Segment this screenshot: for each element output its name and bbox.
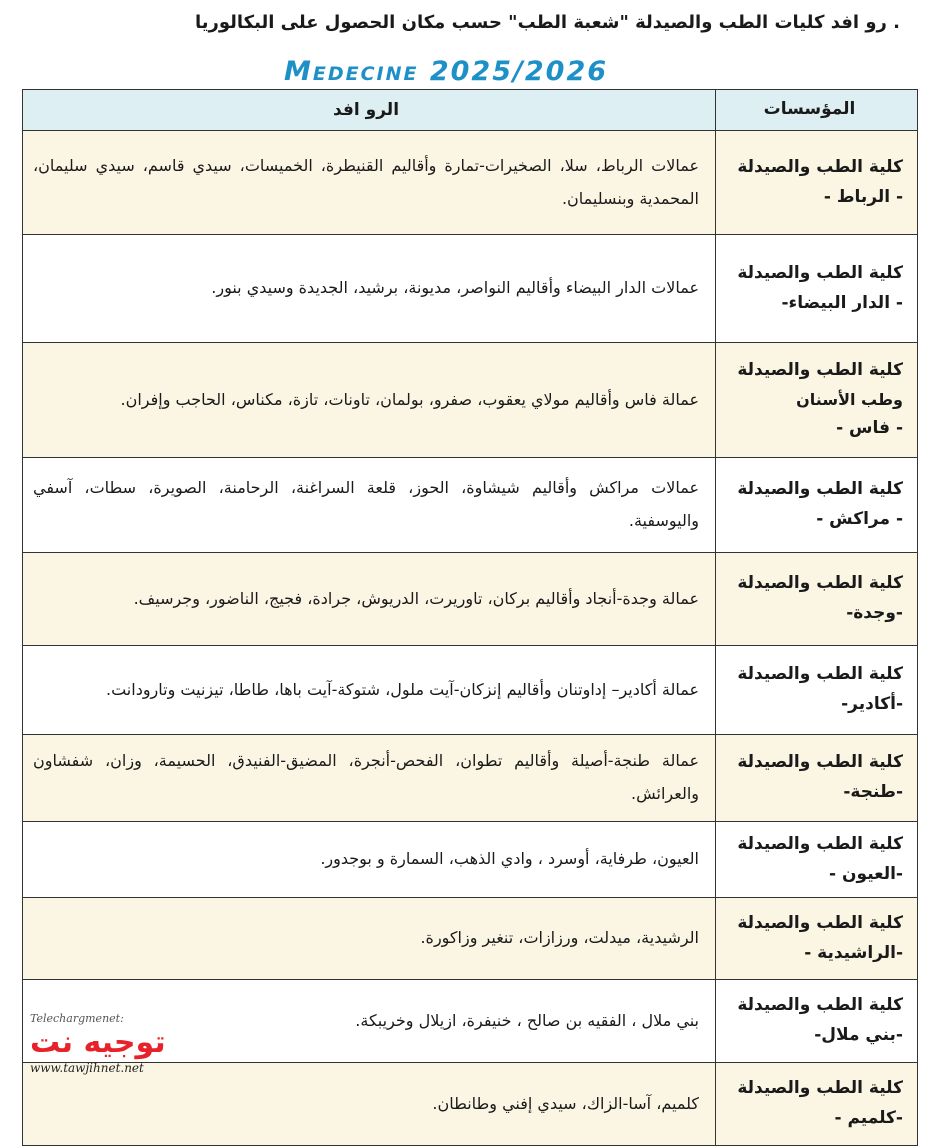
regions-cell: كلميم، آسا-الزاك، سيدي إفني وطانطان. — [22, 1063, 715, 1145]
faculty-name: كلية الطب والصيدلة — [737, 573, 903, 594]
regions-cell: عمالات الرباط، سلا، الصخيرات-تمارة وأقاليم القنيطرة، الخميسات، سيدي قاسم، سيدي سليمان، المحمدية وبنسليمان. — [22, 131, 715, 234]
faculty-name-line2: وطب الأسنان — [796, 390, 903, 409]
faculty-name: كلية الطب والصيدلة — [737, 664, 903, 685]
faculty-name: كلية الطب والصيدلة — [737, 262, 903, 283]
faculty-name: كلية الطب والصيدلة — [737, 479, 903, 500]
table-row — [22, 343, 918, 458]
faculty-name: كلية الطب والصيدلة — [737, 752, 903, 773]
regions-cell: الرشيدية، ميدلت، ورزازات، تنغير وزاكورة. — [22, 898, 715, 979]
institution-cell — [715, 553, 918, 645]
watermark-label: Telechargmenet: — [30, 1012, 124, 1025]
faculty-city: - مراكش - — [816, 509, 903, 529]
faculty-city: -الراشيدية - — [804, 942, 903, 963]
institution-cell — [715, 343, 918, 457]
header-regions: الرو افد — [22, 90, 715, 130]
table-row — [22, 553, 918, 646]
faculty-name: كلية الطب والصيدلة — [737, 360, 903, 381]
faculty-city: - الدار البيضاء- — [781, 292, 903, 313]
regions-cell: بني ملال ، الفقيه بن صالح ، خنيفرة، ازيلال وخريبكة. — [22, 980, 715, 1062]
faculty-name: كلية الطب والصيدلة — [737, 156, 903, 177]
institution-cell — [715, 131, 918, 234]
table-row — [22, 235, 918, 343]
institution-cell — [715, 735, 918, 821]
faculty-city: -أكادير- — [841, 694, 903, 714]
faculty-name: كلية الطب والصيدلة — [737, 833, 903, 854]
regions-cell: العيون، طرفاية، أوسرد ، وادي الذهب، السمارة و بوجدور. — [22, 822, 715, 897]
regions-cell: عمالة فاس وأقاليم مولاي يعقوب، صفرو، بولمان، تاونات، تازة، مكناس، الحاجب وإفران. — [22, 343, 715, 457]
table-row — [22, 735, 918, 822]
table-row — [22, 822, 918, 898]
table-row — [22, 898, 918, 980]
faculty-name: كلية الطب والصيدلة — [737, 912, 903, 933]
faculty-name: كلية الطب والصيدلة — [737, 995, 903, 1016]
regions-cell: عمالة أكادير– إداوتنان وأقاليم إنزكان-آيت ملول، شتوكة-آيت باها، طاطا، تيزنيت وتارودانت. — [22, 646, 715, 734]
watermark-url[interactable]: www.tawjihnet.net — [30, 1061, 144, 1075]
table-row — [22, 646, 918, 735]
table-row — [22, 131, 918, 235]
institution-cell — [715, 235, 918, 342]
faculty-name: كلية الطب والصيدلة — [737, 1078, 903, 1099]
regions-cell: عمالات الدار البيضاء وأقاليم النواصر، مديونة، برشيد، الجديدة وسيدي بنور. — [22, 235, 715, 342]
regions-cell: عمالة طنجة-أصيلة وأقاليم تطوان، الفحص-أنجرة، المضيق-الفنيدق، الحسيمة، وزان، شفشاون والعرائش. — [22, 735, 715, 821]
table-header-row — [22, 90, 918, 131]
faculty-city: - فاس - — [836, 418, 903, 438]
page-title: . رو افد كليات الطب والصيدلة "شعبة الطب" حسب مكان الحصول على البكالوريا — [194, 12, 900, 33]
institution-cell — [715, 898, 918, 979]
faculty-city: -العيون - — [829, 863, 903, 884]
regions-table — [22, 89, 918, 1146]
year-banner: Medecine 2025/2026 — [283, 56, 609, 87]
header-institutions: المؤسسات — [715, 90, 918, 130]
faculty-city: -طنجة- — [843, 782, 903, 802]
regions-cell: عمالات مراكش وأقاليم شيشاوة، الحوز، قلعة السراغنة، الرحامنة، الصويرة، سطات، آسفي واليوسفية. — [22, 458, 715, 552]
table-row — [22, 458, 918, 553]
institution-cell — [715, 646, 918, 734]
faculty-city: -كلميم - — [834, 1108, 903, 1128]
tawjihnet-logo: توجيه نت — [30, 1025, 166, 1060]
faculty-city: -بني ملال- — [814, 1025, 903, 1045]
faculty-city: - الرباط - — [823, 186, 903, 207]
watermark — [30, 1012, 200, 1075]
faculty-city: -وجدة- — [846, 603, 903, 623]
institution-cell — [715, 822, 918, 897]
institution-cell — [715, 458, 918, 552]
institution-cell — [715, 1063, 918, 1145]
institution-cell — [715, 980, 918, 1062]
regions-cell: عمالة وجدة-أنجاد وأقاليم بركان، تاوريرت، الدريوش، جرادة، فجيج، الناضور، وجرسيف. — [22, 553, 715, 645]
